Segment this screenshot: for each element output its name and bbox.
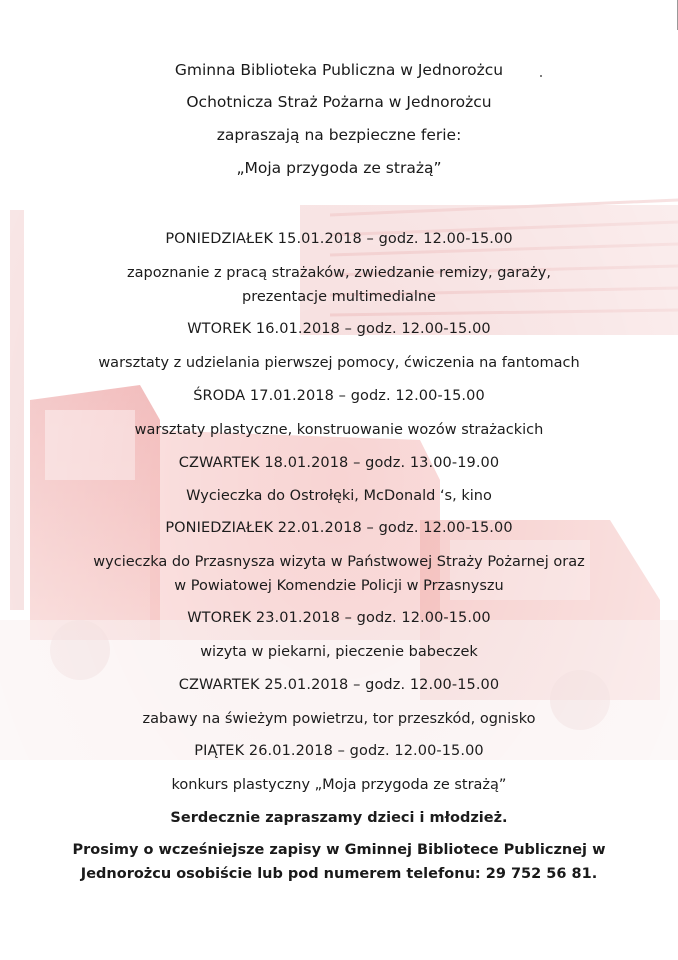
schedule-desc-1b: prezentacje multimedialne (242, 289, 436, 305)
schedule-day-6: WTOREK 23.01.2018 – godz. 12.00-15.00 (187, 610, 491, 626)
registration-note-line2: Jednorożcu osobiście lub pod numerem telefonu: 29 752 56 81. (80, 866, 598, 882)
schedule-desc-5a: wycieczka do Przasnysza wizyta w Państwowej Straży Pożarnej oraz (93, 554, 585, 570)
event-title: „Moja przygoda ze strażą” (236, 159, 442, 177)
schedule-desc-5b: w Powiatowej Komendzie Policji w Przasnyszu (174, 578, 504, 594)
schedule-desc-3: warsztaty plastyczne, konstruowanie wozów strażackich (134, 422, 544, 438)
schedule-desc-4: Wycieczka do Ostrołęki, McDonald ‘s, kino (186, 488, 492, 504)
closing-invitation: Serdecznie zapraszamy dzieci i młodzież. (170, 810, 508, 826)
schedule-desc-1a: zapoznanie z pracą strażaków, zwiedzanie remizy, garaży, (127, 265, 551, 281)
schedule-day-5: PONIEDZIAŁEK 22.01.2018 – godz. 12.00-15.00 (165, 520, 513, 536)
schedule-desc-7: zabawy na świeżym powietrzu, tor przeszkód, ognisko (142, 711, 536, 727)
schedule-day-4: CZWARTEK 18.01.2018 – godz. 13.00-19.00 (178, 455, 500, 471)
invitation-text: zapraszają na bezpieczne ferie: (216, 126, 462, 144)
schedule-desc-8: konkurs plastyczny „Moja przygoda ze strażą” (171, 777, 507, 793)
registration-note-line1: Prosimy o wcześniejsze zapisy w Gminnej Bibliotece Publicznej w (72, 842, 606, 858)
organizer-library: Gminna Biblioteka Publiczna w Jednorożcu (174, 61, 504, 79)
schedule-day-7: CZWARTEK 25.01.2018 – godz. 12.00-15.00 (178, 677, 500, 693)
schedule-day-8: PIĄTEK 26.01.2018 – godz. 12.00-15.00 (194, 743, 484, 759)
schedule-day-2: WTOREK 16.01.2018 – godz. 12.00-15.00 (187, 321, 491, 337)
schedule-day-3: ŚRODA 17.01.2018 – godz. 12.00-15.00 (193, 388, 485, 404)
organizer-fire-brigade: Ochotnicza Straż Pożarna w Jednorożcu (186, 93, 492, 111)
schedule-day-1: PONIEDZIAŁEK 15.01.2018 – godz. 12.00-15.00 (165, 231, 513, 247)
schedule-desc-6: wizyta w piekarni, pieczenie babeczek (200, 644, 478, 660)
schedule-desc-2: warsztaty z udzielania pierwszej pomocy, ćwiczenia na fantomach (98, 355, 580, 371)
